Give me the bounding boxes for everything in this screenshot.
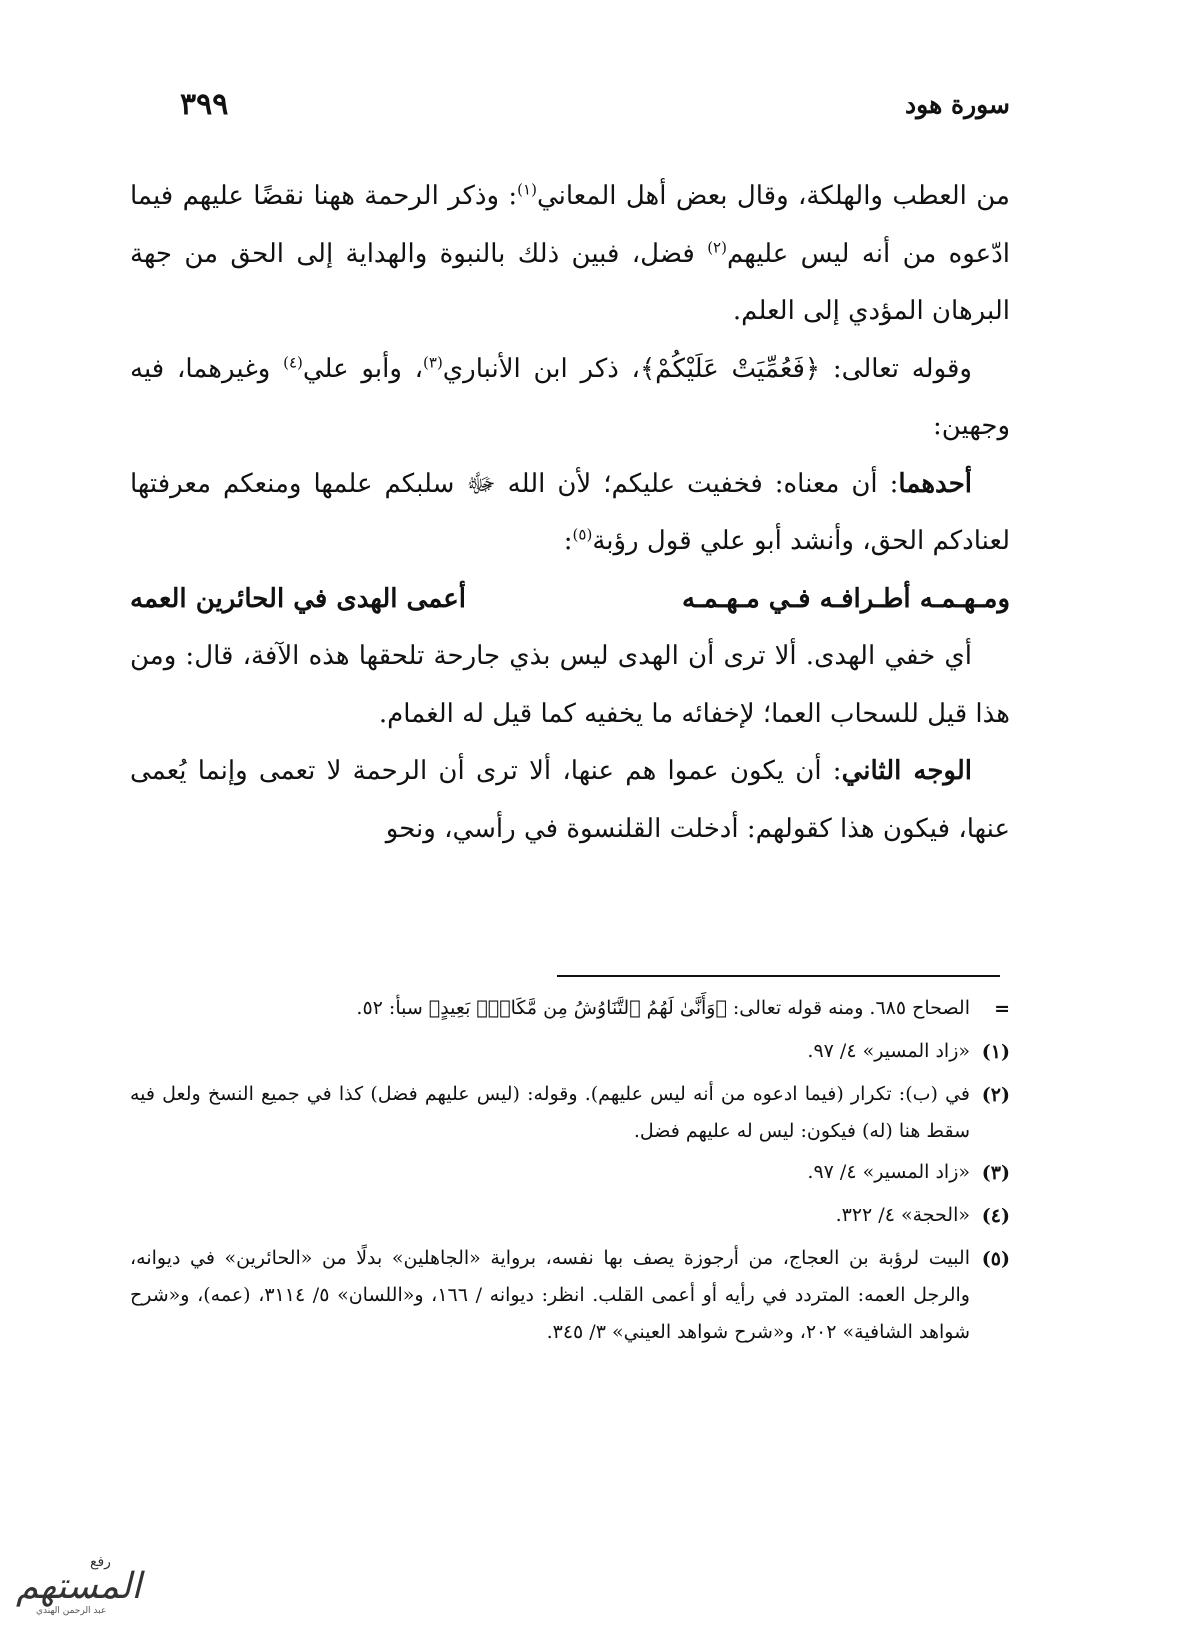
footnote-1 xyxy=(130,1033,1010,1072)
paragraph-1 xyxy=(130,168,1010,341)
footnote-text: «زاد المسير» ٤/ ٩٧. xyxy=(807,1040,970,1062)
page-number: ٣٩٩ xyxy=(180,86,229,122)
footnote-number: (٤) xyxy=(981,1205,1010,1227)
footnote-ref-1[interactable]: (١) xyxy=(517,180,537,199)
stamp-main-text: المستهم xyxy=(16,1566,142,1607)
footnote-text: الصحاح ٦٨٥. ومنه قوله تعالى: ﴿وَأَنَّىٰ لَهُمُ ٱلتَّنَاوُشُ مِن مَّكَانِۭ بَعِيدٍ﴾ سبأ: ٥٢. xyxy=(356,997,970,1019)
footnotes xyxy=(130,990,1010,1351)
footnote-ref-2[interactable]: (٢) xyxy=(707,237,727,256)
stamp-mark: رفع xyxy=(90,1554,111,1570)
paragraph-1-text-c: فضل، فبين ذلك بالنبوة والهداية إلى الحق من جهة البرهان المؤدي إلى العلم. xyxy=(130,238,1010,326)
paragraph-1-text-a: من العطب والهلكة، وقال بعض أهل المعاني xyxy=(536,181,1010,211)
footnote-ref-4[interactable]: (٤) xyxy=(283,352,303,371)
paragraph-2-text-d: وغيرهما، فيه وجهين: xyxy=(130,353,1010,441)
footnote-5 xyxy=(130,1240,1010,1351)
footnote-ref-3[interactable]: (٣) xyxy=(423,352,443,371)
footnote-text: في (ب): تكرار (فيما ادعوه من أنه ليس عليهم). وقوله: (ليس عليهم فضل) كذا في جميع النسخ ولعل فيه سقط هنا (له) فيكون: ليس له عليهم فضل. xyxy=(130,1083,970,1142)
quran-verse-quote: ﴿فَعُمِّيَتْ عَلَيْكُمْ﴾ xyxy=(639,353,821,384)
paragraph-5 xyxy=(130,743,1010,858)
paragraph-1-text-b: : وذكر الرحمة ههنا نقضًا عليهم فيما ادّعوه من أنه ليس عليهم xyxy=(130,181,1011,269)
poem-first-hemistich: ومـهـمـه أطـرافـه فـي مـهـمـه xyxy=(682,583,1010,614)
footnote-number: (٢) xyxy=(981,1084,1010,1106)
paragraph-2-text-c: ، وأبو علي xyxy=(302,353,424,384)
footnote-text: «زاد المسير» ٤/ ٩٧. xyxy=(807,1161,970,1183)
footnote-separator xyxy=(557,975,1000,977)
paragraph-5-text-a: : أن يكون عموا هم عنها، ألا ترى أن الرحمة لا تعمى وإنما يُعمى عنها، فيكون هذا كقولهم: أدخلت القلنسوة في رأسي، ونحو xyxy=(130,756,1010,844)
footnote-marker: = xyxy=(994,998,1010,1020)
stamp-sub-text: عبد الرحمن الهندي xyxy=(36,1606,107,1616)
paragraph-2-text-b: ، ذكر ابن الأنباري xyxy=(442,353,640,384)
footnote-number: (٣) xyxy=(981,1162,1010,1184)
footnote-4 xyxy=(130,1197,1010,1236)
footnote-text: «الحجة» ٤/ ٣٢٢. xyxy=(835,1204,970,1226)
footnote-number: (١) xyxy=(981,1041,1010,1063)
paragraph-3-text-b: : xyxy=(563,526,573,556)
footnote-text: البيت لرؤبة بن العجاج، من أرجوزة يصف بها نفسه، برواية «الجاهلين» بدلًا من «الحائرين» في ديوانه، والرجل العمه: المتردد في رأيه أو أعمى القلب. انظر: ديوانه / ١٦٦، و«اللسان» ٥/ ٣١١٤، (عمه)، و«شرح شواهد الشافية» ٢٠٢، و«شرح شواهد العيني» ٣/ ٣٤٥. xyxy=(130,1247,970,1343)
main-text xyxy=(130,168,1010,858)
page-header xyxy=(180,84,1010,124)
footnote-2 xyxy=(130,1076,1010,1150)
footnote-3 xyxy=(130,1154,1010,1193)
paragraph-3 xyxy=(130,456,1010,571)
footnote-ref-5[interactable]: (٥) xyxy=(572,525,593,544)
poem-second-hemistich: أعمى الهدى في الحائرين العمه xyxy=(130,583,466,614)
paragraph-3-text-a: : أن معناه: فخفيت عليكم؛ لأن الله ﷻ سلبكم علمها ومنعكم معرفتها لعنادكم الحق، وأنشد أبو علي قول رؤبة xyxy=(130,468,1010,556)
library-stamp-logo xyxy=(8,1540,142,1630)
surah-title: سورة هود xyxy=(905,89,1010,119)
footnote-continuation xyxy=(130,990,1010,1029)
poem-verse xyxy=(130,571,1010,629)
paragraph-2-text-a: وقوله تعالى: xyxy=(820,353,972,384)
second-aspect-term: الوجه الثاني xyxy=(841,756,972,786)
footnote-number: (٥) xyxy=(981,1248,1010,1270)
paragraph-2 xyxy=(130,341,1010,456)
paragraph-4: أي خفي الهدى. ألا ترى أن الهدى ليس بذي جارحة تلحقها هذه الآفة، قال: ومن هذا قيل للسحاب العما؛ لإخفائه ما يخفيه كما قيل له الغمام. xyxy=(130,641,1010,729)
first-aspect-term: أحدهما xyxy=(898,468,972,499)
